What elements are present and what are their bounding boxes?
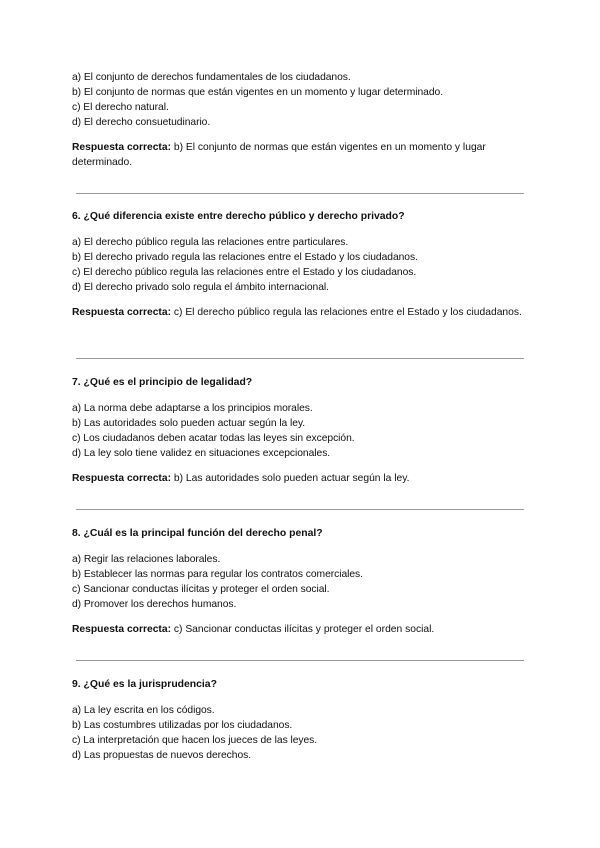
correct-answer [72,471,532,486]
question-title: 6. ¿Qué diferencia existe entre derecho público y derecho privado? [72,211,405,222]
question-title: 7. ¿Qué es el principio de legalidad? [72,377,253,388]
option-c: c) Sancionar conductas ilícitas y proteger el orden social. [72,584,330,595]
option-b: b) El derecho privado regula las relaciones entre el Estado y los ciudadanos. [72,252,418,263]
option-c: c) La interpretación que hacen los jueces de las leyes. [72,735,318,746]
question-9-block [72,677,532,763]
answer-text: b) El conjunto de normas que están vigentes en un momento y lugar determinado. [72,142,486,168]
option-a: a) Regir las relaciones laborales. [72,554,221,565]
question-title: 8. ¿Cuál es la principal función del derecho penal? [72,528,323,539]
option-c: c) Los ciudadanos deben acatar todas las leyes sin excepción. [72,433,355,444]
question-5-block [72,70,532,170]
divider [76,358,524,359]
option-a: a) El conjunto de derechos fundamentales de los ciudadanos. [72,72,351,83]
option-a: a) El derecho público regula las relaciones entre particulares. [72,237,349,248]
correct-answer [72,305,532,320]
correct-answer [72,622,532,637]
option-b: b) Establecer las normas para regular los contratos comerciales. [72,569,363,580]
question-title: 9. ¿Qué es la jurisprudencia? [72,679,217,690]
question-8-block [72,526,532,637]
option-a: a) La ley escrita en los códigos. [72,705,215,716]
correct-answer [72,140,532,170]
option-b: b) Las autoridades solo pueden actuar según la ley. [72,418,306,429]
answer-label: Respuesta correcta: [72,473,172,484]
option-d: d) Promover los derechos humanos. [72,599,237,610]
question-6-block [72,209,532,320]
option-a: a) La norma debe adaptarse a los principios morales. [72,403,313,414]
option-c: c) El derecho público regula las relaciones entre el Estado y los ciudadanos. [72,267,417,278]
answer-label: Respuesta correcta: [72,307,172,318]
option-d: d) La ley solo tiene validez en situaciones excepcionales. [72,448,331,459]
divider [76,660,524,661]
option-d: d) El derecho privado solo regula el ámbito internacional. [72,282,329,293]
option-d: d) Las propuestas de nuevos derechos. [72,750,252,761]
answer-label: Respuesta correcta: [72,142,172,153]
option-d: d) El derecho consuetudinario. [72,117,211,128]
divider [76,509,524,510]
option-c: c) El derecho natural. [72,102,169,113]
answer-label: Respuesta correcta: [72,624,172,635]
answer-text: c) El derecho público regula las relaciones entre el Estado y los ciudadanos. [171,307,522,318]
divider [76,193,524,194]
option-b: b) El conjunto de normas que están vigentes en un momento y lugar determinado. [72,87,444,98]
answer-text: c) Sancionar conductas ilícitas y proteger el orden social. [171,624,435,635]
question-7-block [72,375,532,486]
option-b: b) Las costumbres utilizadas por los ciudadanos. [72,720,293,731]
answer-text: b) Las autoridades solo pueden actuar según la ley. [171,473,410,484]
